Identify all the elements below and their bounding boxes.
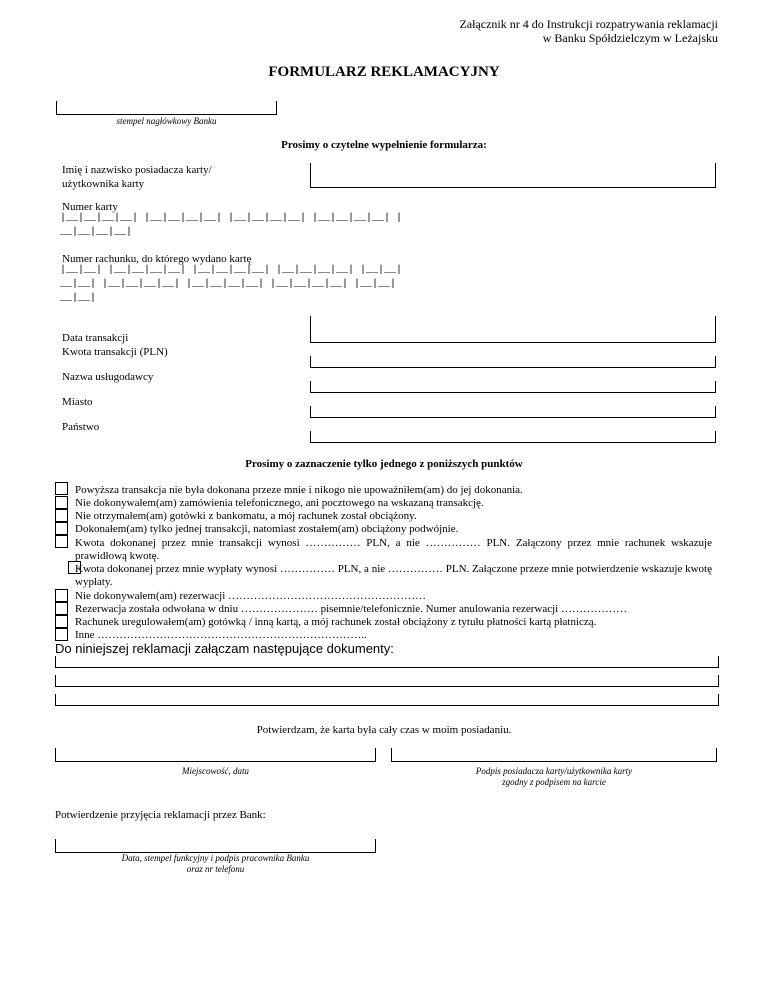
options-heading: Prosimy o zaznaczenie tylko jednego z poniższych punktów bbox=[245, 458, 523, 470]
signature-caption bbox=[391, 766, 717, 788]
form-title: FORMULARZ REKLAMACYJNY bbox=[268, 64, 500, 80]
place-date-field[interactable] bbox=[55, 748, 376, 762]
option-checkbox-8[interactable] bbox=[55, 602, 68, 615]
card-number-label: Numer karty bbox=[62, 201, 118, 213]
option-label-3: Nie otrzymałem(am) gotówki z bankomatu, a mój rachunek został obciążony. bbox=[75, 510, 417, 522]
option-label-8: Rezerwacja została odwołana w dniu ………………… pisemnie/telefonicznie. Numer anulowania rezerwacji ……………… bbox=[75, 603, 627, 615]
signature-caption-line1: Podpis posiadacza karty/użytkownika karty bbox=[475, 766, 633, 776]
possession-statement: Potwierdzam, że karta była cały czas w moim posiadaniu. bbox=[256, 724, 512, 736]
attachments-heading: Do niniejszej reklamacji załączam następujące dokumenty: bbox=[55, 641, 394, 656]
transaction-date-field[interactable] bbox=[310, 316, 716, 343]
attachment-line-3[interactable] bbox=[55, 694, 719, 706]
option-checkbox-10[interactable] bbox=[55, 628, 68, 641]
option-label-4: Dokonałem(am) tylko jednej transakcji, natomiast zostałem(am) obciążony podwójnie. bbox=[75, 523, 459, 535]
holder-name-label bbox=[62, 163, 212, 191]
city-field[interactable] bbox=[310, 406, 716, 418]
header-line-1: Załącznik nr 4 do Instrukcji rozpatrywania reklamacji bbox=[459, 17, 718, 31]
bank-caption-line1: Data, stempel funkcyjny i podpis pracownika Banku bbox=[121, 853, 310, 863]
option-checkbox-9[interactable] bbox=[55, 615, 68, 628]
option-label-1: Powyższa transakcja nie była dokonana przeze mnie i nikogo nie upoważniłem(am) do jej dokonania. bbox=[75, 484, 523, 496]
option-checkbox-1[interactable] bbox=[55, 482, 68, 495]
attachment-header bbox=[459, 17, 718, 45]
option-label-2: Nie dokonywałem(am) zamówienia telefonicznego, ani pocztowego na wskazaną transakcję. bbox=[75, 497, 484, 509]
bank-caption-line2: oraz nr telefonu bbox=[186, 864, 245, 874]
transaction-amount-label: Kwota transakcji (PLN) bbox=[62, 346, 168, 358]
transaction-amount-field[interactable] bbox=[310, 356, 716, 368]
header-line-2: w Banku Spółdzielczym w Leżajsku bbox=[542, 31, 718, 45]
fill-instruction: Prosimy o czytelne wypełnienie formularza: bbox=[281, 139, 487, 151]
option-checkbox-7[interactable] bbox=[55, 589, 68, 602]
option-checkbox-4[interactable] bbox=[55, 522, 68, 535]
option-label-7: Nie dokonywałem(am) rezerwacji ……………………………………………… bbox=[75, 590, 427, 602]
card-number-boxes-row1[interactable]: |__|__|__|__| |__|__|__|__| |__|__|__|__| |__|__|__|__| | bbox=[60, 213, 403, 224]
bank-confirmation-field[interactable] bbox=[55, 839, 376, 853]
signature-caption-line2: zgodny z podpisem na karcie bbox=[502, 777, 606, 787]
signature-field[interactable] bbox=[391, 748, 717, 762]
option-label-10: Inne ……………………………………………………………….. bbox=[75, 629, 367, 641]
bank-confirmation-label: Potwierdzenie przyjęcia reklamacji przez Bank: bbox=[55, 809, 266, 821]
country-field[interactable] bbox=[310, 431, 716, 443]
account-number-boxes-row3[interactable]: __|__| bbox=[60, 293, 97, 304]
place-date-caption: Miejscowość, data bbox=[182, 766, 249, 776]
option-label-9: Rachunek uregulowałem(am) gotówką / inną kartą, a mój rachunek został obciążony z tytułu płatności kartą płatniczą. bbox=[75, 616, 597, 628]
card-number-boxes-row2[interactable]: __|__|__|__| bbox=[60, 227, 133, 238]
option-checkbox-5[interactable] bbox=[55, 535, 68, 548]
holder-name-label-line2: użytkownika karty bbox=[62, 178, 145, 190]
attachment-line-1[interactable] bbox=[55, 656, 719, 668]
option-label-6: Kwota dokonanej przez mnie wypłaty wynosi …………… PLN, a nie …………… PLN. Załączone przeze mnie potwierdzenie wskazuje kwotę wypłaty. bbox=[75, 563, 712, 588]
account-number-label: Numer rachunku, do którego wydano kartę bbox=[62, 253, 252, 265]
holder-name-field[interactable] bbox=[310, 163, 716, 188]
account-number-boxes-row1[interactable]: |__|__| |__|__|__|__| |__|__|__|__| |__|__|__|__| |__|__| bbox=[60, 265, 403, 276]
merchant-label: Nazwa usługodawcy bbox=[62, 371, 154, 383]
bank-confirmation-caption bbox=[55, 853, 376, 875]
attachment-line-2[interactable] bbox=[55, 675, 719, 687]
country-label: Państwo bbox=[62, 421, 100, 433]
stamp-field[interactable] bbox=[56, 101, 277, 115]
option-checkbox-2[interactable] bbox=[55, 496, 68, 509]
option-label-5: Kwota dokonanej przez mnie transakcji wynosi …………… PLN, a nie …………… PLN. Załączony przez mnie rachunek wskazuje prawidłową kwotę. bbox=[75, 537, 712, 562]
transaction-date-label: Data transakcji bbox=[62, 332, 129, 344]
city-label: Miasto bbox=[62, 396, 93, 408]
holder-name-label-line1: Imię i nazwisko posiadacza karty/ bbox=[62, 164, 212, 176]
merchant-field[interactable] bbox=[310, 381, 716, 393]
stamp-caption: stempel nagłówkowy Banku bbox=[116, 116, 217, 126]
account-number-boxes-row2[interactable]: __|__| |__|__|__|__| |__|__|__|__| |__|__|__|__| |__|__| bbox=[60, 279, 397, 290]
option-checkbox-3[interactable] bbox=[55, 509, 68, 522]
